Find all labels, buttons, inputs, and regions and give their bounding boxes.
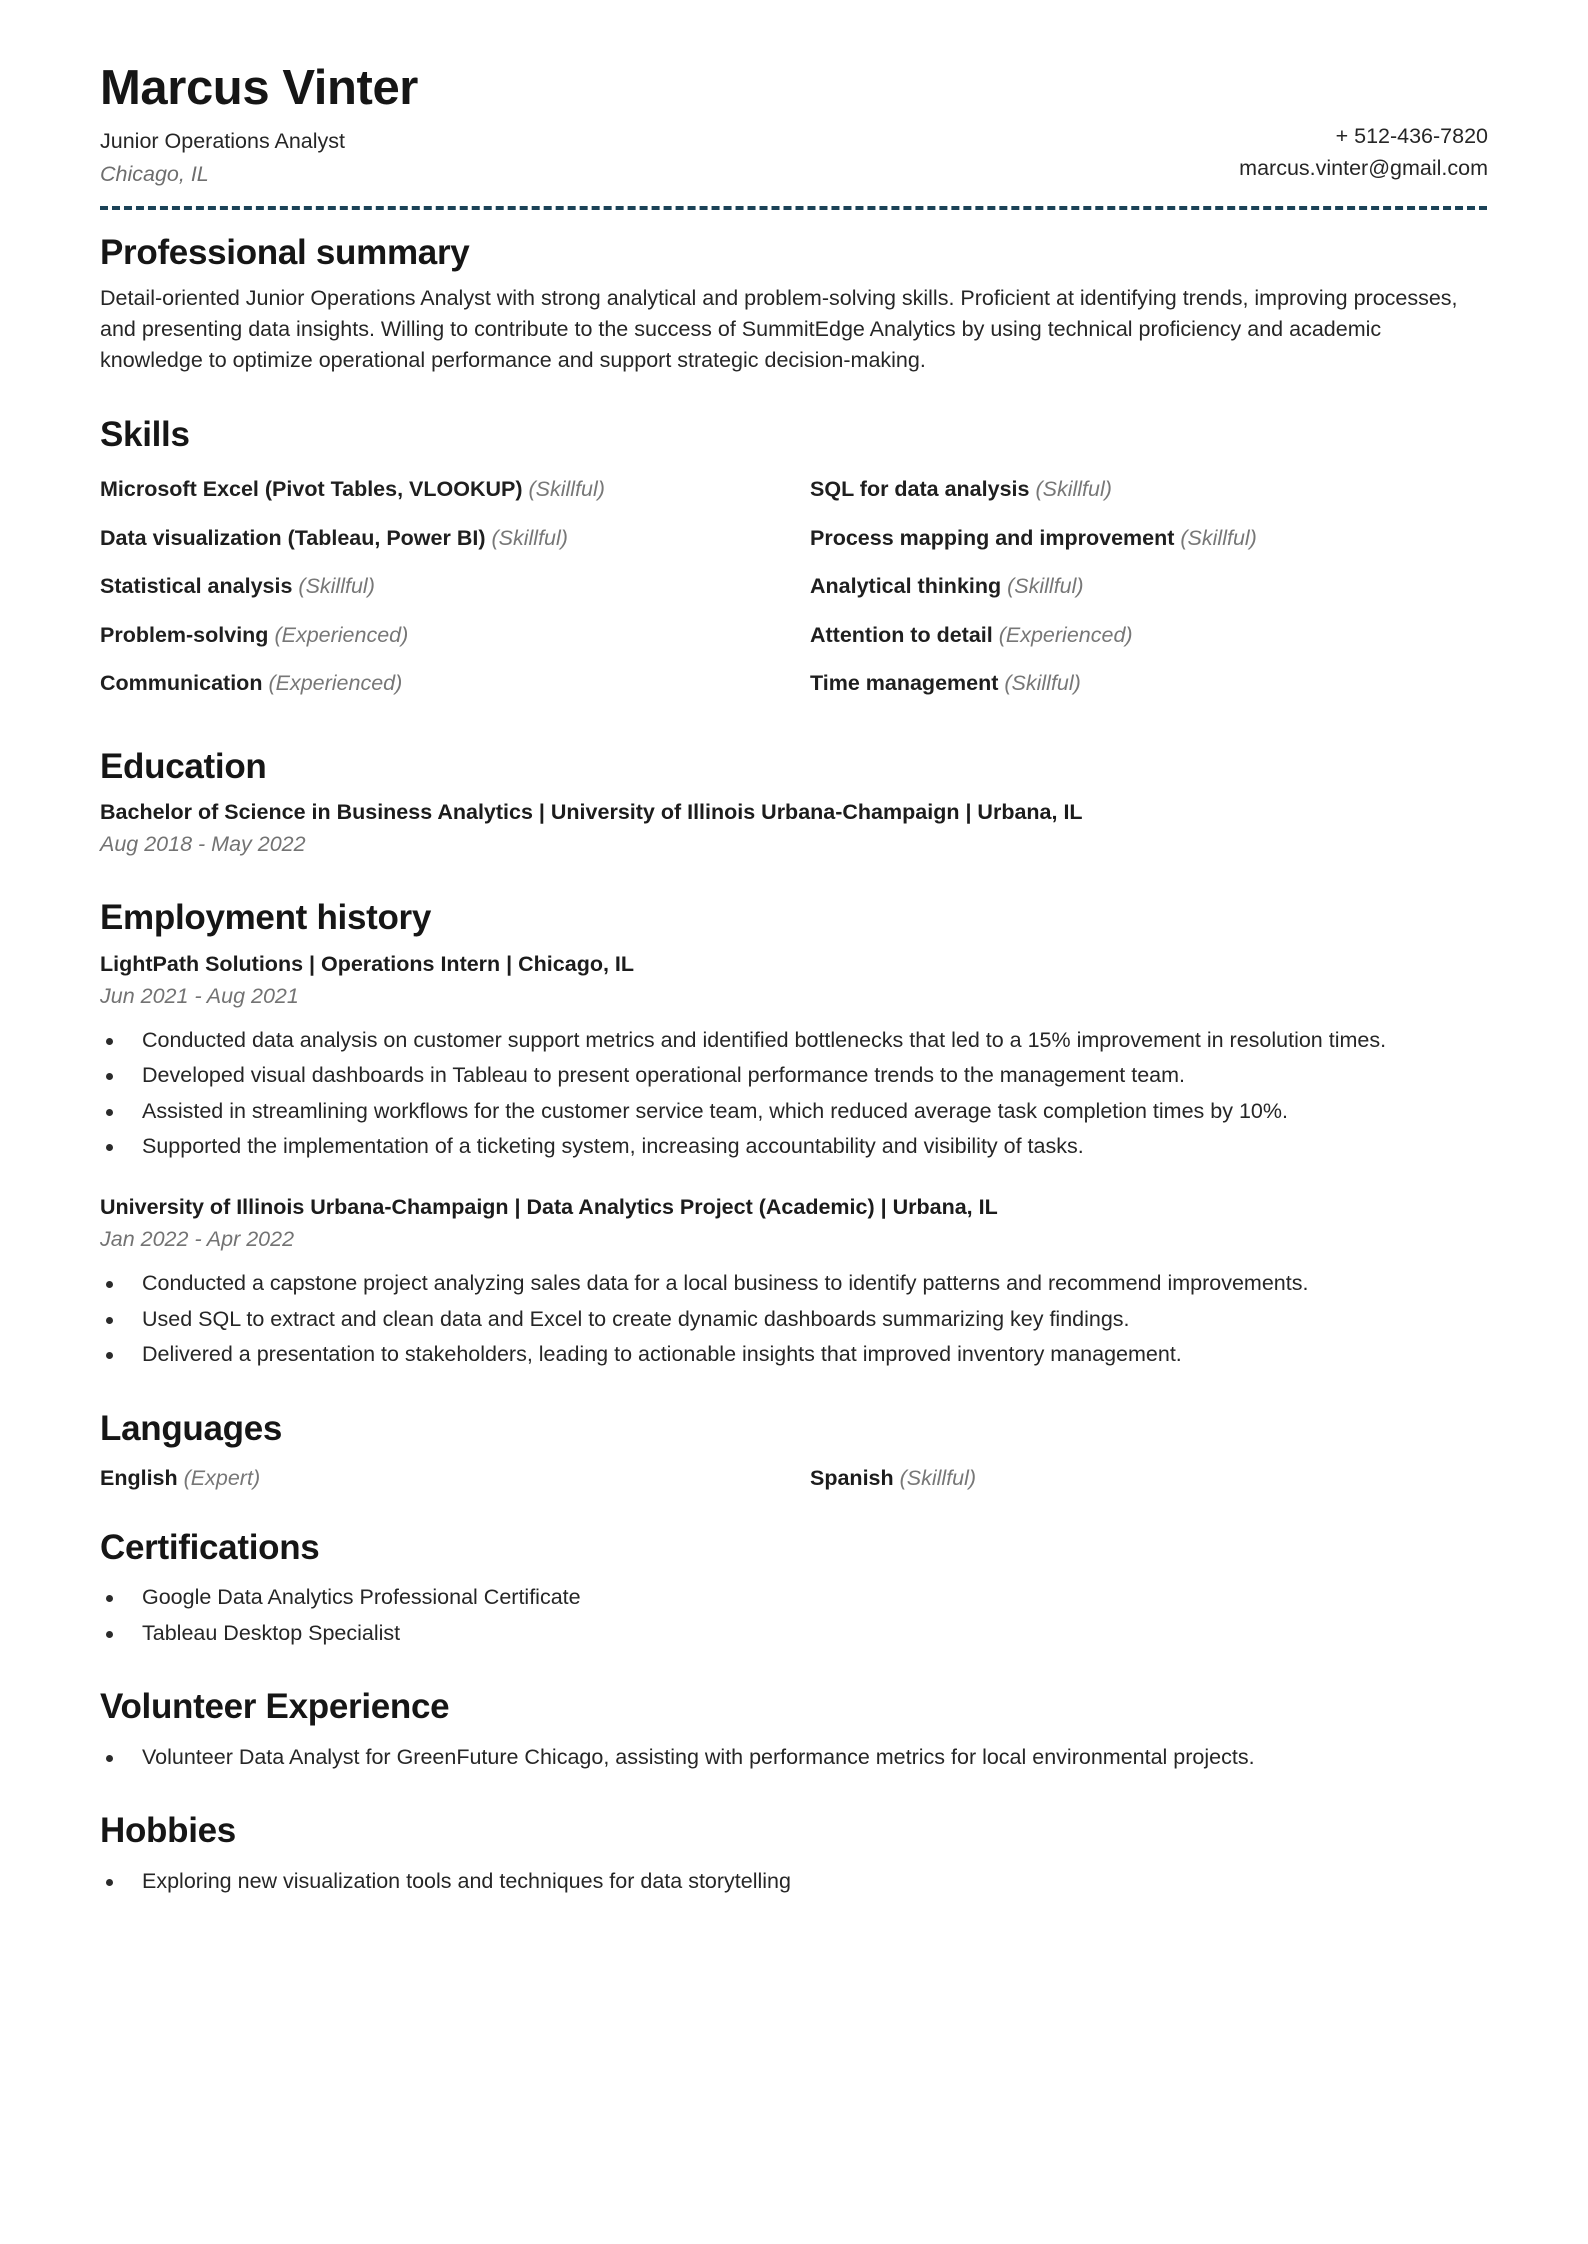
employment-bullet-list — [100, 1025, 1488, 1162]
employment-entry-heading: University of Illinois Urbana-Champaign | Data Analytics Project (Academic) | Urbana, IL — [100, 1195, 998, 1219]
resume-header — [100, 62, 1488, 189]
header-contact — [1239, 62, 1488, 185]
language-item — [810, 1459, 1488, 1497]
section-title-certifications: Certifications — [100, 1528, 320, 1568]
list-item: Supported the implementation of a ticketing system, increasing accountability and visibility of tasks. — [100, 1131, 1488, 1162]
skill-level: (Experienced) — [998, 622, 1133, 647]
skill-name: Microsoft Excel (Pivot Tables, VLOOKUP) — [100, 477, 523, 502]
employment-entry — [100, 1192, 1488, 1370]
skill-name: Process mapping and improvement — [810, 525, 1175, 550]
employment-entry-dates: Jan 2022 - Apr 2022 — [100, 1227, 295, 1252]
section-title-languages: Languages — [100, 1408, 283, 1448]
employment-entry — [100, 949, 1488, 1162]
skill-item — [810, 465, 1488, 514]
section-certifications — [100, 1527, 1488, 1648]
skill-name: Communication — [100, 671, 263, 696]
skill-item — [100, 562, 810, 611]
skill-item — [810, 562, 1488, 611]
section-title-summary: Professional summary — [100, 232, 470, 272]
education-entry-dates: Aug 2018 - May 2022 — [100, 832, 306, 857]
contact-email: marcus.vinter@gmail.com — [1239, 156, 1488, 181]
skill-name: Time management — [810, 671, 999, 696]
list-item: Delivered a presentation to stakeholders, leading to actionable insights that improved inventory management. — [100, 1339, 1488, 1370]
skill-item — [100, 514, 810, 563]
skills-grid — [100, 465, 1488, 708]
employment-bullet-list — [100, 1268, 1488, 1370]
candidate-name: Marcus Vinter — [100, 61, 418, 115]
language-level: (Skillful) — [899, 1466, 977, 1491]
candidate-location: Chicago, IL — [100, 161, 209, 186]
skill-item — [810, 659, 1488, 708]
section-title-skills: Skills — [100, 415, 190, 455]
language-item — [100, 1459, 810, 1497]
section-volunteer-experience — [100, 1686, 1488, 1772]
list-item: Used SQL to extract and clean data and Excel to create dynamic dashboards summarizing key findings. — [100, 1304, 1488, 1335]
list-item: Developed visual dashboards in Tableau to present operational performance trends to the management team. — [100, 1060, 1488, 1091]
skill-level: (Skillful) — [298, 574, 375, 599]
certifications-list — [100, 1582, 1488, 1648]
skill-item — [100, 659, 810, 708]
list-item: Conducted a capstone project analyzing sales data for a local business to identify patterns and recommend improvements. — [100, 1268, 1488, 1299]
skill-item — [810, 514, 1488, 563]
skill-name: Analytical thinking — [810, 574, 1002, 599]
skill-item — [100, 611, 810, 660]
section-title-hobbies: Hobbies — [100, 1811, 236, 1851]
skill-name: Problem-solving — [100, 622, 269, 647]
list-item: Assisted in streamlining workflows for the customer service team, which reduced average task completion times by 10%. — [100, 1096, 1488, 1127]
section-education — [100, 746, 1488, 859]
section-languages — [100, 1408, 1488, 1497]
contact-phone: + 512-436-7820 — [1335, 124, 1488, 148]
list-item: Volunteer Data Analyst for GreenFuture Chicago, assisting with performance metrics for local environmental projects. — [100, 1742, 1488, 1773]
language-name: English — [100, 1466, 178, 1491]
employment-entry-dates: Jun 2021 - Aug 2021 — [100, 983, 299, 1008]
header-identity — [100, 62, 1239, 189]
skill-item — [810, 611, 1488, 660]
education-entry — [100, 797, 1488, 859]
skill-level: (Skillful) — [1004, 671, 1081, 696]
hobbies-list — [100, 1866, 1488, 1897]
section-title-employment: Employment history — [100, 898, 432, 938]
section-title-education: Education — [100, 746, 267, 786]
list-item: Exploring new visualization tools and techniques for data storytelling — [100, 1866, 1488, 1897]
section-professional-summary — [100, 232, 1488, 376]
volunteer-list — [100, 1742, 1488, 1773]
skill-name: Attention to detail — [810, 622, 993, 647]
skill-level: (Experienced) — [274, 622, 409, 647]
skill-name: SQL for data analysis — [810, 477, 1030, 502]
skill-level: (Experienced) — [268, 671, 403, 696]
section-hobbies — [100, 1810, 1488, 1896]
employment-entry-heading: LightPath Solutions | Operations Intern | Chicago, IL — [100, 951, 635, 976]
skill-name: Data visualization (Tableau, Power BI) — [100, 525, 486, 550]
section-employment-history — [100, 897, 1488, 1369]
list-item: Tableau Desktop Specialist — [100, 1618, 1488, 1649]
section-skills — [100, 414, 1488, 708]
skill-level: (Skillful) — [1180, 525, 1257, 550]
language-name: Spanish — [810, 1466, 894, 1491]
skill-level: (Skillful) — [1035, 477, 1112, 502]
language-level: (Expert) — [183, 1466, 261, 1491]
summary-text: Detail-oriented Junior Operations Analyst with strong analytical and problem-solving skills. Proficient at identifying trends, improving processes, and presenting data insights. Willing to contribute to the success of SummitEdge Analytics by using technical proficiency and academic knowledge to optimize operational performance and support strategic decision-making. — [100, 286, 1458, 373]
list-item: Google Data Analytics Professional Certificate — [100, 1582, 1488, 1613]
skill-level: (Skillful) — [491, 525, 568, 550]
skill-item — [100, 465, 810, 514]
languages-grid — [100, 1459, 1488, 1497]
candidate-job-title: Junior Operations Analyst — [100, 128, 345, 153]
list-item: Conducted data analysis on customer support metrics and identified bottlenecks that led to a 15% improvement in resolution times. — [100, 1025, 1488, 1056]
skill-name: Statistical analysis — [100, 574, 293, 599]
education-entry-heading: Bachelor of Science in Business Analytics | University of Illinois Urbana-Champaign | Urbana, IL — [100, 800, 1083, 825]
skill-level: (Skillful) — [1007, 574, 1084, 599]
header-divider — [100, 206, 1487, 210]
section-title-volunteer: Volunteer Experience — [100, 1687, 450, 1727]
skill-level: (Skillful) — [528, 477, 605, 502]
